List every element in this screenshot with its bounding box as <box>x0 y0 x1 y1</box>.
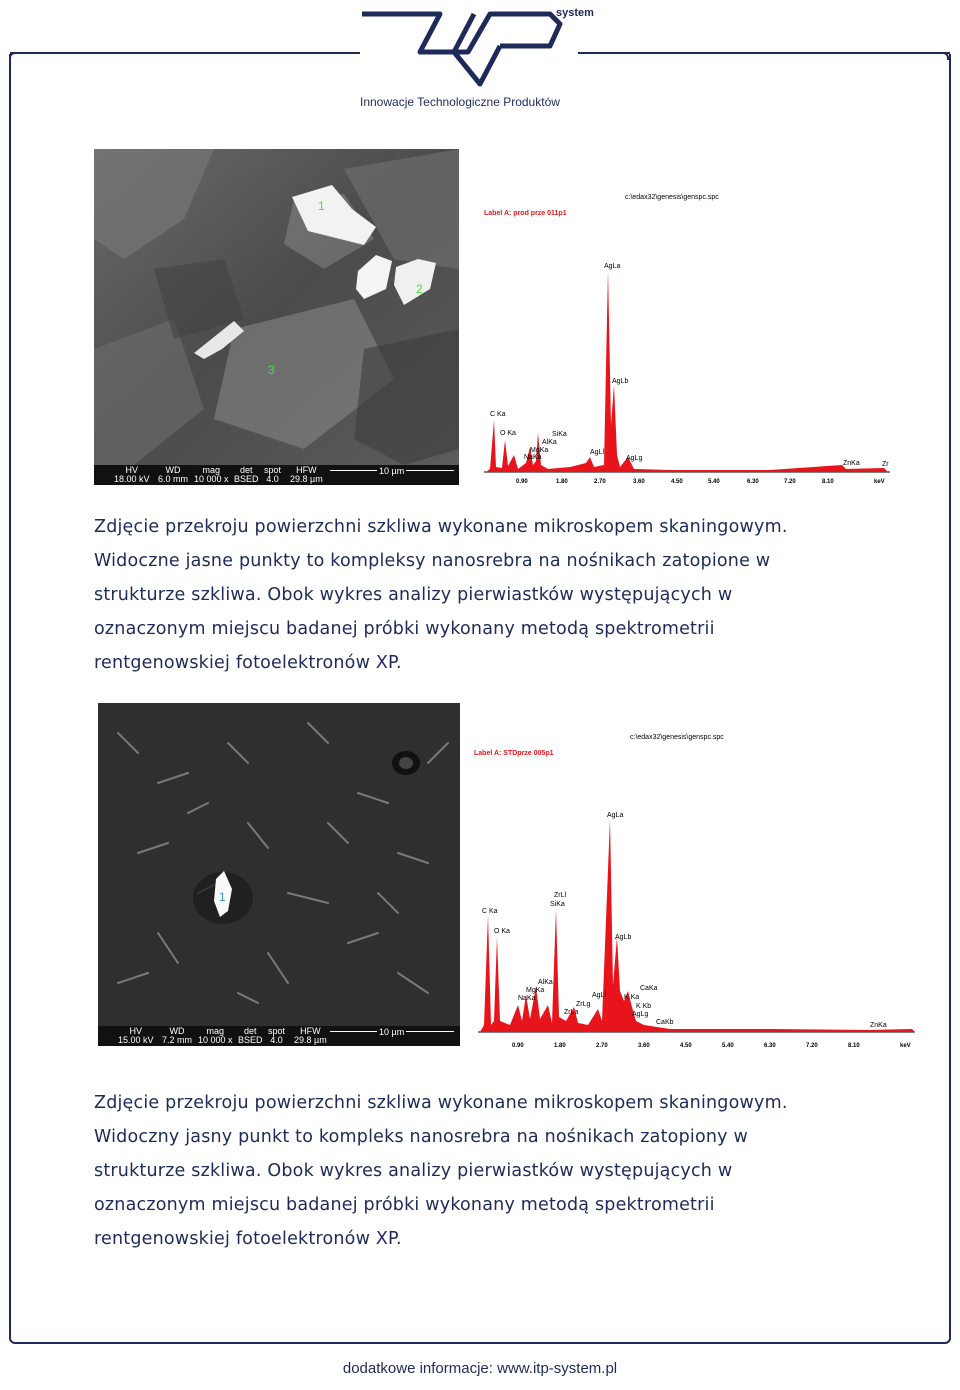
sem-label-wd: WD <box>165 465 181 475</box>
sem-value-mag: 10 000 x <box>198 1035 233 1045</box>
sem-value-hfw: 29.8 µm <box>294 1035 327 1045</box>
peak-agll: AgLl <box>592 992 607 999</box>
sem-marker-2: 2 <box>416 282 423 296</box>
peak-zrlg: ZrLg <box>576 1001 591 1008</box>
sem-value-wd: 7.2 mm <box>162 1035 193 1045</box>
peak-alka: AlKa <box>538 979 553 986</box>
tick-label: 1.80 <box>554 1043 566 1049</box>
sem-marker-1: 1 <box>318 199 325 213</box>
sem-image-1 <box>94 149 459 485</box>
sem-marker-1: 1 <box>219 890 226 904</box>
tick-label: 1.80 <box>556 479 568 485</box>
sem-info-bar-1 <box>94 465 459 485</box>
tick-label: 4.50 <box>680 1043 692 1049</box>
axis-unit: keV <box>900 1043 911 1049</box>
peak-naka: NaKa <box>524 454 542 461</box>
peak-caka: CaKa <box>640 985 658 992</box>
peak-zrla: ZrLa <box>564 1009 579 1016</box>
logo-system-text: system <box>556 7 594 19</box>
peak-c-ka: C Ka <box>490 411 506 418</box>
peak-sika: SiKa <box>552 431 567 438</box>
tick-label: 4.50 <box>671 479 683 485</box>
caption-2: Zdjęcie przekroju powierzchni szkliwa wykonane mikroskopem skaningowym. Widoczny jasny punkt to kompleks nanosrebra na nośnikach zatopiony w strukturze szkliwa. Obok wykres analizy pierwiastków występujących w oznaczonym miejscu badanej próbki wykonany metodą spektrometrii rentgenowskiej fotoelektronów XP. <box>94 1093 788 1249</box>
sem-label-det: det <box>244 1026 257 1036</box>
peak-agla: AgLa <box>607 812 624 819</box>
peak-zrll: ZrLl <box>554 892 567 899</box>
peak-sika: SiKa <box>550 901 565 908</box>
spectrum-path: c:\edax32\genesis\genspc.spc <box>630 734 724 741</box>
frame-corner-left <box>9 52 17 60</box>
sem-value-spot: 4.0 <box>270 1035 283 1045</box>
tick-label: 2.70 <box>596 1043 608 1049</box>
peak-agll: AgLl <box>590 449 605 456</box>
sem-value-wd: 6.0 mm <box>158 474 189 484</box>
eds-spectrum-1 <box>470 185 900 495</box>
sem-label-hfw: HFW <box>296 465 317 475</box>
peak-aglb: AgLb <box>615 934 632 941</box>
peak-mgka: MgKa <box>530 447 549 454</box>
tick-label: 3.60 <box>638 1043 650 1049</box>
tick-label: 6.30 <box>747 479 759 485</box>
sem-value-det: BSED <box>234 474 259 484</box>
peak-k-ka: K Ka <box>624 994 640 1001</box>
sem-value-hfw: 29.8 µm <box>290 474 323 484</box>
sem-label-wd: WD <box>169 1026 185 1036</box>
sem-label-mag: mag <box>206 1026 225 1036</box>
tick-label: 8.10 <box>848 1043 860 1049</box>
header-tagline: Innowacje Technologiczne Produktów <box>360 95 560 109</box>
sem-label-hv: HV <box>125 465 139 475</box>
spectrum-trace <box>480 819 915 1032</box>
spectrum-path: c:\edax32\genesis\genspc.spc <box>625 194 719 201</box>
spectrum-label: Label A: STDprze 005p1 <box>474 750 554 757</box>
tick-label: 7.20 <box>806 1043 818 1049</box>
sem-value-hv: 18.00 kV <box>114 474 150 484</box>
eds-spectrum-2 <box>470 725 920 1055</box>
sem-value-mag: 10 000 x <box>194 474 229 484</box>
tick-label: 0.90 <box>516 479 528 485</box>
peak-alka: AlKa <box>542 439 557 446</box>
caption-1: Zdjęcie przekroju powierzchni szkliwa wykonane mikroskopem skaningowym. Widoczne jasne punkty to kompleksy nanosrebra na nośnikach zatopione w strukturze szkliwa. Obok wykres analizy pierwiastków występujących w oznaczonym miejscu badanej próbki wykonany metodą spektrometrii rentgenowskiej fotoelektronów XP. <box>94 517 788 673</box>
peak-aglb: AgLb <box>612 378 629 385</box>
sem-label-det: det <box>240 465 253 475</box>
peak-naka: NaKa <box>518 995 536 1002</box>
sem-label-mag: mag <box>202 465 221 475</box>
peak-k-kb: K Kb <box>636 1003 652 1010</box>
sem-marker-3: 3 <box>268 363 275 377</box>
sem-label-spot: spot <box>264 465 282 475</box>
tick-label: 5.40 <box>722 1043 734 1049</box>
peak-znka: ZnKa <box>843 460 860 467</box>
footer-info: dodatkowe informacje: www.itp-system.pl <box>342 1360 618 1377</box>
tick-label: 0.90 <box>512 1043 524 1049</box>
peak-znka: ZnKa <box>870 1022 887 1029</box>
sem-value-hv: 15.00 kV <box>118 1035 154 1045</box>
peak-zr: Zr <box>882 461 889 468</box>
tick-label: 5.40 <box>708 479 720 485</box>
sem-image-2 <box>98 703 460 1046</box>
axis-unit: keV <box>874 479 885 485</box>
tick-label: 7.20 <box>784 479 796 485</box>
peak-aglg: AgLg <box>632 1011 649 1018</box>
sem-scale-label: 10 µm <box>379 466 405 476</box>
tick-label: 3.60 <box>633 479 645 485</box>
peak-o-ka: O Ka <box>494 928 510 935</box>
peak-agla: AgLa <box>604 263 621 270</box>
sem-info-bar-2 <box>98 1026 460 1046</box>
tick-label: 8.10 <box>822 479 834 485</box>
tick-label: 2.70 <box>594 479 606 485</box>
peak-c-ka: C Ka <box>482 908 498 915</box>
sem-label-spot: spot <box>268 1026 286 1036</box>
peak-aglg: AgLg <box>626 455 643 462</box>
tick-label: 6.30 <box>764 1043 776 1049</box>
sem-label-hv: HV <box>129 1026 143 1036</box>
peak-o-ka: O Ka <box>500 430 516 437</box>
sem-value-spot: 4.0 <box>266 474 279 484</box>
peak-mgka: MgKa <box>526 987 545 994</box>
peak-cakb: CaKb <box>656 1019 674 1026</box>
sem-label-hfw: HFW <box>300 1026 321 1036</box>
sem-value-det: BSED <box>238 1035 263 1045</box>
sem-scale-label: 10 µm <box>379 1027 405 1037</box>
spectrum-label: Label A: prod prze 011p1 <box>484 210 567 217</box>
